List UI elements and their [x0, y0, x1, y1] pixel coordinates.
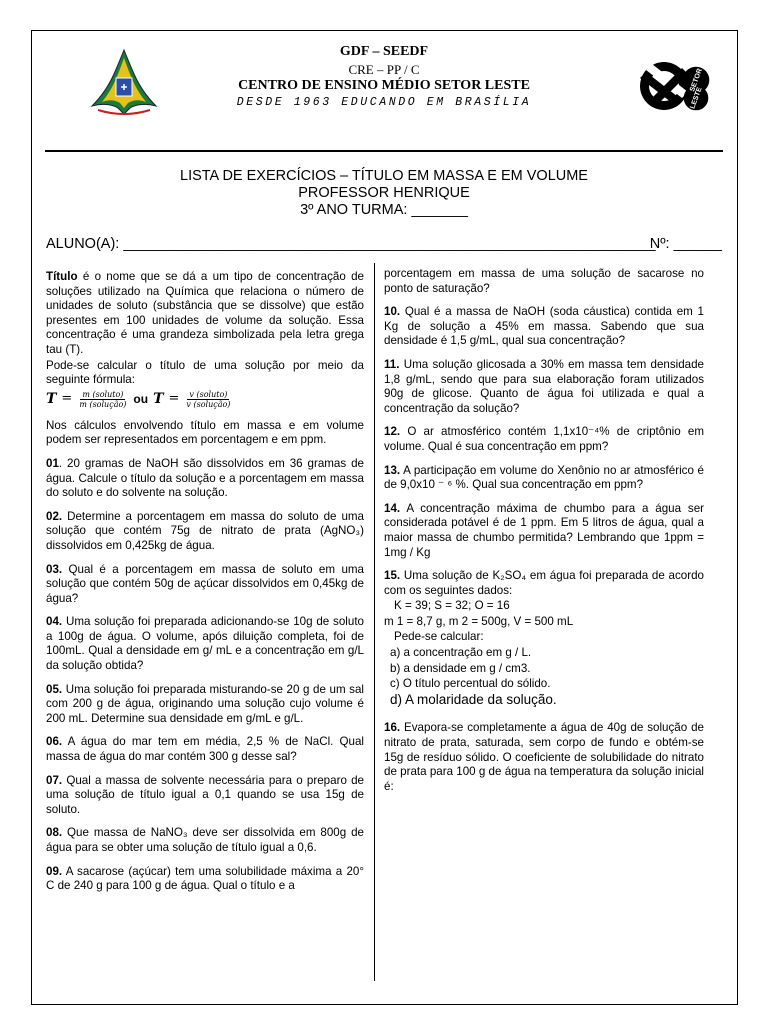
q15-item-b: b) a densidade em g / cm3. [390, 661, 531, 675]
question-01: 01. 20 gramas de NaOH são dissolvidos em 36 gramas de água. Calcule o título da solução e a porcentagem em massa do soluto e do solvente na solução. [46, 456, 364, 500]
question-15: 15. Uma solução de K₂SO₄ em água foi preparada de acordo com os seguintes dados: K = 39; S = 32; O = 16 m 1 = 8,7 g, m 2 = 500g, V = 500 mL Pede-se calcular: a) a concentração em g / L. b) a densidade em g / cm3. c) O título percentual do sólido. d) A molaridade da solução. [384, 569, 704, 707]
question-10: 10. Qual é a massa de NaOH (soda cáustica) contida em 1 Kg de solução a 45% em massa. Sabendo que sua densidade é 1,5 g/mL, qual sua concentração? [384, 305, 704, 348]
question-07: 07. Qual a massa de solvente necessária para o preparo de uma solução de título igual a 0,1 quando se usa 15g de soluto. [46, 773, 364, 816]
intro-formula-text: Pode-se calcular o título de uma solução por meio da seguinte fórmula: [46, 358, 364, 387]
header-line-1: GDF – SEEDF [339, 44, 429, 59]
header-line-2: CRE – PP / C [348, 62, 420, 77]
left-column [46, 270, 364, 903]
student-name-label: ALUNO(A): __________________________________________________________________ [46, 236, 656, 252]
worksheet-title: LISTA DE EXERCÍCIOS – TÍTULO EM MASSA E EM VOLUME [180, 168, 588, 184]
question-02: 02. Determine a porcentagem em massa do soluto de uma solução que contém 75g de nitrato de prata (AgNO₃) dissolvidos em 0,425kg de água. [46, 509, 364, 552]
q15-data-1: K = 39; S = 32; O = 16 [394, 599, 510, 613]
question-11: 11. Uma solução glicosada a 30% em massa tem densidade 1,8 g/mL, sendo que para sua elaboração foram utilizados 90g de glicose. Quanto de água foi utilizada e qual a concentração da solução? [384, 357, 704, 415]
question-08: 08. Que massa de NaNO₃ deve ser dissolvida em 800g de água para se obter uma solução de título igual a 0,6. [46, 826, 364, 854]
question-14: 14. A concentração máxima de chumbo para a água ser considerada potável é de 1 ppm. Em 5 litros de água, qual a maior massa de chumbo permitida? Lembrando que 1ppm = 1mg / Kg [384, 501, 704, 559]
q15-ask: Pede-se calcular: [394, 630, 484, 644]
header-divider [45, 150, 723, 152]
right-column [384, 267, 704, 803]
q15-item-d: d) A molaridade da solução. [390, 691, 557, 707]
q15-item-a: a) a concentração em g / L. [390, 646, 532, 660]
school-name: CENTRO DE ENSINO MÉDIO SETOR LESTE [238, 78, 530, 93]
worksheet-class: 3º ANO TURMA: _______ [300, 202, 468, 218]
worksheet-professor: PROFESSOR HENRIQUE [298, 185, 470, 201]
question-16: 16. Evapora-se completamente a água de 40g de solução de nitrato de prata, saturada, sem corpo de fundo e obtém-se 15g de resíduo sólido. O coeficiente de solubilidade do nitrato de prata para 100 g de água na temperatura da solução inicial é: [384, 721, 704, 793]
question-12: 12. O ar atmosférico contém 1,1x10⁻⁴% de criptônio em volume. Qual é sua concentração em ppm? [384, 425, 704, 453]
student-number-label: Nº: ______ [649, 236, 722, 252]
question-09: 09. A sacarose (açúcar) tem uma solubilidade máxima a 20° C de 240 g para 100 g de água. Qual o título e a [46, 864, 364, 893]
q15-data-2: m 1 = 8,7 g, m 2 = 500g, V = 500 mL [384, 614, 574, 628]
question-05: 05. Uma solução foi preparada misturando-se 20 g de um sal com 200 g de água, originando uma solução cujo volume é 200 mL. Determine sua densidade em g/mL e g/L. [46, 682, 364, 725]
intro-term: Título [46, 270, 78, 283]
setor-leste-logo-icon [638, 58, 712, 116]
intro-paragraph: Título é o nome que se dá a um tipo de concentração de soluções utilizado na Química que relaciona o número de unidades de soluto (substância que se dissolve) que estão presentes em 100 unidades de volume da solução. Essa concentração é uma grandeza simbolizada pela letra grega tau (T). [46, 270, 364, 356]
q15-item-c: c) O título percentual do sólido. [390, 677, 551, 691]
question-13: 13. A participação em volume do Xenônio no ar atmosférico é de 9,0x10 ⁻ ⁶ %. Qual sua concentração em ppm? [384, 463, 704, 492]
column-divider [374, 263, 375, 981]
student-name-line [46, 236, 722, 252]
intro-note: Nos cálculos envolvendo título em massa e em volume podem ser representados em porcentagem e em ppm. [46, 418, 364, 447]
svg-text:LESTE: LESTE [689, 86, 704, 110]
question-09-continued: porcentagem em massa de uma solução de sacarose no ponto de saturação? [384, 267, 704, 295]
title-formula: T = $\frac{\text{m (soluto)}}{\text{m (solução)}}$ ou T = $\frac{\text{v (soluto)}}{\text{v (solução)}}$ [46, 389, 231, 409]
question-06: 06. A água do mar tem em média, 2,5 % de NaCl. Qual massa de água do mar contém 300 g desse sal? [46, 735, 364, 764]
question-04: 04. Uma solução foi preparada adicionando-se 10g de soluto a 100g de água. O volume, após diluição completa, foi de 100mL. Qual a densidade em g/ mL e a concentração em g/L da solução obtida? [46, 615, 364, 673]
svg-text:SETOR: SETOR [689, 67, 704, 93]
school-motto: DESDE 1963 EDUCANDO EM BRASÍLIA [236, 96, 532, 109]
question-03: 03. Qual é a porcentagem em massa de soluto em uma solução que contém 50g de açúcar dissolvidos em 0,45kg de água? [46, 562, 364, 605]
